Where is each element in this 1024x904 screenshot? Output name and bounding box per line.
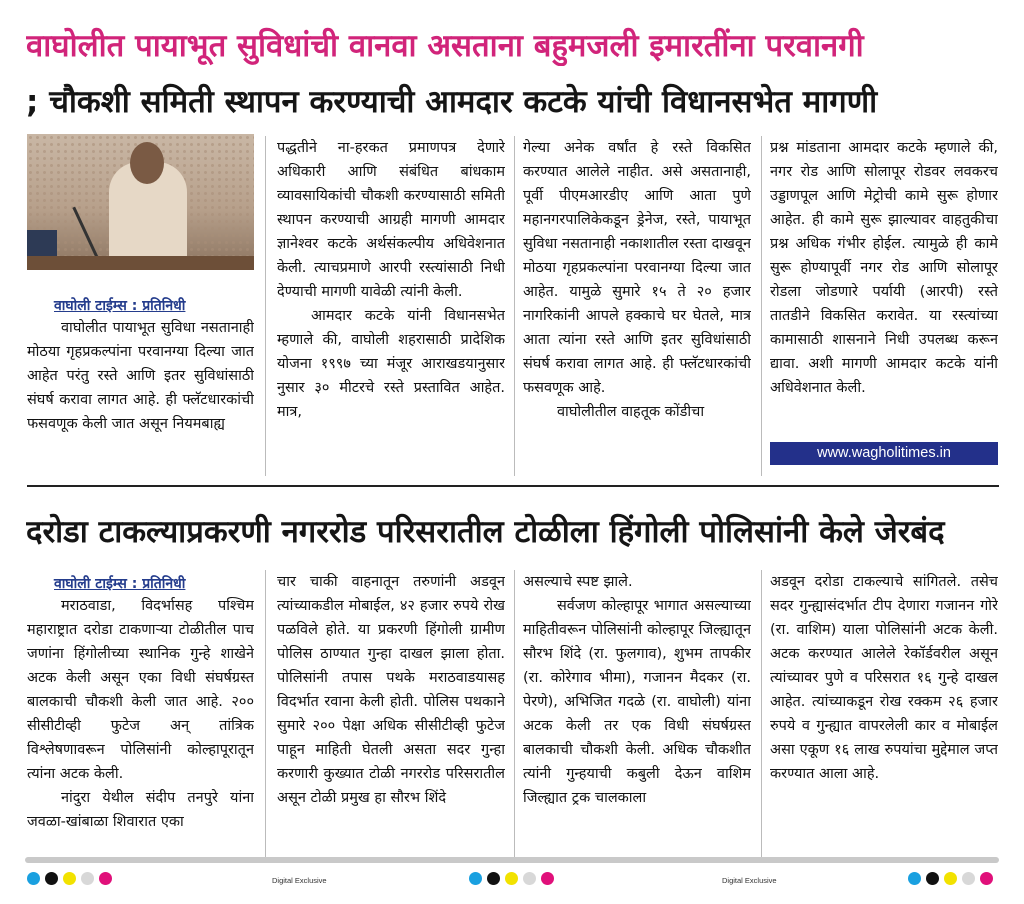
article1-byline: वाघोली टाईम्स : प्रतिनिधी: [54, 298, 186, 314]
paragraph: गेल्या अनेक वर्षांत हे रस्ते विकसित करण्यात आलेले नाहीत. असे असतानाही, पूर्वी पीएमआरडीए आणि आता पुणे महानगरपालिकेकडून ड्रेनेज, रस्ते, पायाभूत सुविधा नसतानाही नकाशातील रस्ता दाखवून मोठया गृहप्रकल्पांना परवानग्या दिल्या जात आहेत. यामुळे सुमारे १५ ते २० हजार नागरिकांनी आपले हक्काचे घर घेतले, मात्र आता त्यांना रस्ते आणि इतर सुविधांसाठी संघर्ष करावा लागत आहे. ही फ्लॅटधारकांची फसवणूक आहे.: [523, 140, 751, 396]
paragraph: मराठवाडा, विदर्भासह पश्चिम महाराष्ट्रात दरोडा टाकणाऱ्या टोळीतील पाच जणांना हिंगोलीच्या स्थानिक गुन्हे शाखेने अटक केली असून एका विधी संघर्षग्रस्त बालकाची चौकशी केली जात आहे. २०० सीसीटीव्ही फुटेज अन् तांत्रिक विश्लेषणावरून पोलिसांनी कोल्हापूरातून त्यांना अटक केली.: [27, 598, 254, 782]
registration-marks-center: [469, 872, 554, 886]
registration-dot: [926, 872, 939, 885]
registration-dot: [63, 872, 76, 885]
article1-column-1: [27, 316, 254, 476]
paragraph: सर्वजण कोल्हापूर भागात असल्याच्या माहितीवरून पोलिसांनी कोल्हापूर जिल्ह्यातून सौरभ शिंदे (रा. फुलगाव), शुभम तापकीर (रा. कोरेगाव भीमा), गजानन मैदकर (रा. पेरणे), अभिजित गदळे (रा. वाघोली) यांना अटक केली तर एक विधी संघर्षग्रस्त बालकाची चौकशी केली. अधिक चौकशीत त्यांनी गुन्हयाची कबुली देऊन वाशिम जिल्ह्यात ट्रक चालकाला: [523, 598, 751, 806]
registration-dot: [944, 872, 957, 885]
article1-column-2: [277, 136, 505, 476]
paragraph: वाघोलीतील वाहतूक कोंडीचा: [557, 404, 705, 420]
registration-dot: [45, 872, 58, 885]
paragraph: अडवून दरोडा टाकल्याचे सांगितले. तसेच सदर गुन्ह्यासंदर्भात टीप देणारा गजानन गोरे (रा. वाशिम) याला पोलिसांनी अटक केली. अटक करण्यात आलेले रेकॉर्डवरील असून त्यांच्यावर पुणे व परिसरात १६ गुन्हे दाखल आहेत. त्यांच्याकडून रोख रक्कम २६ हजार रुपये व गुन्ह्यात वापरलेली कार व मोबाईल असा एकूण १६ लाख रुपयांचा मुद्देमाल जप्त करण्यात आला आहे.: [770, 574, 998, 782]
article1-headline-line2: ; चौकशी समिती स्थापन करण्याची आमदार कटके यांची विधानसभेत मागणी: [26, 84, 878, 120]
paragraph: चार चाकी वाहनातून तरुणांनी अडवून त्यांच्याकडील मोबाईल, ४२ हजार रुपये रोख पळविले होते. या प्रकरणी हिंगोली ग्रामीण पोलिस ठाण्यात गुन्हा दाखल झाला होता. पोलिसांनी तपास पथके मराठवाडयासह विदर्भात रवाना केली होती. पोलिस पथकाने सुमारे २०० पेक्षा अधिक सीसीटीव्ही फुटेज पाहून माहिती घेतली असता सदर गुन्हा करणारी कुख्यात टोळी नगररोड परिसरातील असून टोळी प्रमुख हा सौरभ शिंदे: [277, 574, 505, 806]
column-divider: [761, 136, 762, 476]
article1-headline-line1: वाघोलीत पायाभूत सुविधांची वानवा असताना बहुमजली इमारतींना परवानगी: [26, 28, 864, 64]
footer-bar: [25, 857, 999, 863]
article1-column-4: [770, 136, 998, 440]
article2-column-4: [770, 570, 998, 858]
paragraph: नांदुरा येथील संदीप तनपुरे यांना जवळा-खांबाळा शिवारात एका: [27, 790, 254, 830]
footer-label: Digital Exclusive: [722, 876, 777, 885]
column-divider: [265, 570, 266, 858]
article2-column-3: [523, 570, 751, 858]
footer-label: Digital Exclusive: [272, 876, 327, 885]
registration-dot: [541, 872, 554, 885]
paragraph: वाघोलीत पायाभूत सुविधा नसतानाही मोठया गृहप्रकल्पांना परवानग्या दिल्या जात आहेत परंतु रस्ते आणि इतर सुविधांसाठी संघर्ष करावा लागत आहे. ही फ्लॅटधारकांची फसवणूक केली जात असून नियमबाह्य: [27, 320, 254, 432]
column-divider: [514, 136, 515, 476]
registration-dot: [99, 872, 112, 885]
registration-dot: [27, 872, 40, 885]
registration-marks-right: [908, 872, 993, 886]
column-divider: [265, 136, 266, 476]
article2-column-1: [27, 594, 254, 858]
registration-dot: [505, 872, 518, 885]
article-separator: [27, 485, 999, 487]
registration-dot: [469, 872, 482, 885]
article1-column-3: [523, 136, 751, 476]
registration-dot: [980, 872, 993, 885]
paragraph: आमदार कटके यांनी विधानसभेत म्हणाले की, वाघोली शहरासाठी प्रादेशिक योजना १९९७ च्या मंजूर आराखडयानुसार नुसार ३० मीटरचे रस्ते प्रस्तावित आहेत. मात्र,: [277, 308, 505, 420]
registration-dot: [81, 872, 94, 885]
registration-dot: [908, 872, 921, 885]
column-divider: [761, 570, 762, 858]
registration-dot: [962, 872, 975, 885]
paragraph: असल्याचे स्पष्ट झाले.: [523, 574, 633, 590]
column-divider: [514, 570, 515, 858]
paragraph: प्रश्न मांडताना आमदार कटके म्हणाले की, नगर रोड आणि सोलापूर रोडवर लवकरच उड्डाणपूल आणि मेट्रोची कामे सुरू होणार आहेत. ही कामे सुरू झाल्यावर वाहतुकीचा प्रश्न अधिक गंभीर होईल. त्यामुळे ही कामे सुरू होण्यापूर्वी नगर रोड आणि सोलापूर रोडला जोडणारे पर्यायी (आरपी) रस्ते तातडीने विकसित करावेत. या रस्त्यांच्या कामासाठी शासनाने निधी उपलब्ध करून द्यावा. अशी मागणी आमदार कटके यांनी अधिवेशनात केली.: [770, 140, 998, 396]
article1-photo: [27, 134, 254, 270]
registration-dot: [487, 872, 500, 885]
article2-byline: वाघोली टाईम्स : प्रतिनिधी: [54, 576, 186, 592]
paragraph: पद्धतीने ना-हरकत प्रमाणपत्र देणारे अधिकारी आणि संबंधित बांधकाम व्यावसायिकांची चौकशी करण्यासाठी समिती स्थापन करण्याची आग्रही मागणी आमदार ज्ञानेश्वर कटके अर्थसंकल्पीय अधिवेशनात केली. त्याचप्रमाणे आरपी रस्त्यांसाठी निधी देण्याची मागणी यावेळी त्यांनी केली.: [277, 140, 505, 300]
website-banner[interactable]: www.wagholitimes.in: [770, 442, 998, 465]
registration-dot: [523, 872, 536, 885]
article2-headline: दरोडा टाकल्याप्रकरणी नगररोड परिसरातील टोळीला हिंगोली पोलिसांनी केले जेरबंद: [26, 514, 945, 550]
article2-column-2: [277, 570, 505, 858]
registration-marks-left: [27, 872, 112, 886]
